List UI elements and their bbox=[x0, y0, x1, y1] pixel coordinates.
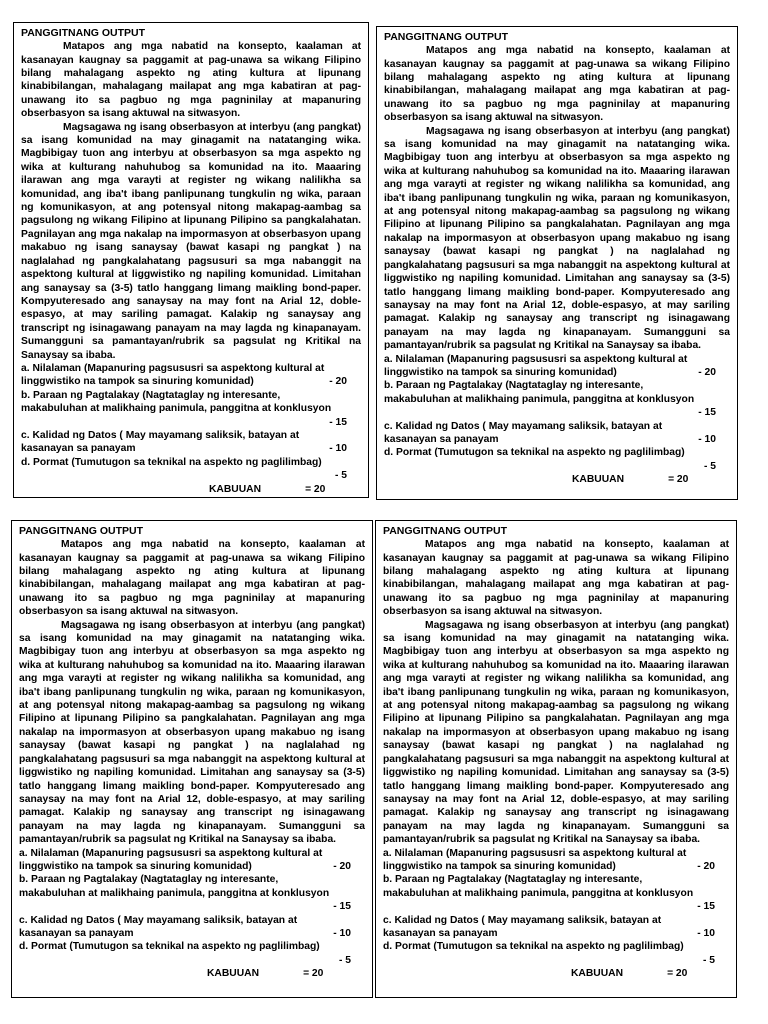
criterion-d-score: - 5 bbox=[703, 460, 716, 472]
criterion-b-line1: b. Paraan ng Pagtalakay (Nagtataglay ng interesante, bbox=[384, 380, 644, 392]
criterion-b-line1: b. Paraan ng Pagtalakay (Nagtataglay ng interesante, bbox=[21, 389, 281, 401]
rubric-criteria bbox=[19, 847, 365, 968]
output-card-top-left bbox=[13, 22, 369, 498]
criterion-b-line2: makabuluhan at malikhaing panimula, panggitna at konklusyon bbox=[19, 887, 330, 899]
total-label: KABUUAN bbox=[571, 968, 624, 980]
rubric-criteria bbox=[21, 362, 361, 483]
criterion-a-line1: a. Nilalaman (Mapanuring pagsususri sa aspektong kultural at bbox=[383, 847, 687, 859]
total-row bbox=[21, 483, 361, 496]
total-value: = 20 bbox=[668, 474, 689, 486]
criterion-d-score: - 5 bbox=[338, 954, 351, 966]
output-card-top-right bbox=[376, 26, 738, 500]
criterion-d-line1: d. Pormat (Tumutugon sa teknikal na aspekto ng paglilimbag) bbox=[384, 447, 685, 459]
criterion-b-line1: b. Paraan ng Pagtalakay (Nagtataglay ng interesante, bbox=[383, 874, 643, 886]
criterion-a-line1: a. Nilalaman (Mapanuring pagsususri sa aspektong kultural at bbox=[19, 847, 323, 859]
criterion-a-line1: a. Nilalaman (Mapanuring pagsususri sa aspektong kultural at bbox=[384, 353, 688, 365]
instructions-paragraph: Magsagawa ng isang obserbasyon at interbyu (ang pangkat) sa isang komunidad na may ginagamit na natatanging wika. Magbibigay tuon ang interbyu at obserbasyon sa mga aspekto ng wika at kulturang nahuhubog sa komunidad na ito. Maaaring ilarawan ang mga varayti at register ng wikang nalilikha sa komunidad, ang iba't ibang panlipunang tungkulin ng wika, paraan ng komunikasyon, at ang potensyal nitong makapag-aambag sa pagsulong ng wikang Filipino at lipunang Pilipino sa pangkalahatan. Pagnilayan ang mga nakalap na impormasyon at obserbasyon upang makabuo ng isang sanaysay (bawat kasapi ng pangkat ) na naglalahad ng pangkalahatang pagsusuri sa mga nabanggit na aspektong kultural at liggwistiko ng napiling komunidad. Limitahan ang sanaysay sa (3-5) tatlo hanggang limang maikling bond-paper. Kompyuteresado ang sanaysay na may font na Arial 12, doble-espasyo, at may sariling pamagat. Kalakip ng sanaysay ang transcript ng isinagawang panayam na may lagda ng kinapanayam. Sumangguni sa pamantayan/rubrik sa pagsulat ng Kritikal na Sanaysay sa ibaba. bbox=[384, 125, 730, 352]
criterion-b-score: - 15 bbox=[333, 901, 351, 913]
total-row bbox=[384, 473, 730, 486]
criterion-a-score: - 20 bbox=[697, 860, 715, 872]
criterion-c-line1: c. Kalidad ng Datos ( May mayamang saliksik, batayan at bbox=[21, 429, 300, 441]
criterion-c-line2: kasanayan sa panayam bbox=[383, 927, 498, 939]
intro-paragraph: Matapos ang mga nabatid na konsepto, kaalaman at kasanayan kaugnay sa paggamit at pag-unawa sa wikang Filipino bilang mahalagang aspekto ng ating kultura at lipunang kinabibilangan, mahalagang mailapat ang mga kabatiran at pag-unawang ito sa pagbuo ng mga pagninilay at mapanuring obserbasyon sa isang aktuwal na sitwasyon. bbox=[383, 539, 729, 618]
criterion-d-line1: d. Pormat (Tumutugon sa teknikal na aspekto ng paglilimbag) bbox=[19, 941, 320, 953]
criterion-b-line2: makabuluhan at malikhaing panimula, panggitna at konklusyon bbox=[21, 403, 332, 415]
rubric-criteria bbox=[384, 353, 730, 474]
criterion-a-line1: a. Nilalaman (Mapanuring pagsususri sa aspektong kultural at bbox=[21, 362, 325, 374]
instructions-paragraph: Magsagawa ng isang obserbasyon at interbyu (ang pangkat) sa isang komunidad na may ginagamit na natatanging wika. Magbibigay tuon ang interbyu at obserbasyon sa mga aspekto ng wika at kulturang nahuhubog sa komunidad na ito. Maaaring ilarawan ang mga varayti at register ng wikang nalilikha sa komunidad, ang iba't ibang panlipunang tungkulin ng wika, paraan ng komunikasyon, at ang potensyal nitong makapag-aambag sa pagsulong ng wikang Filipino at lipunang Pilipino sa pangkalahatan. Pagnilayan ang mga nakalap na impormasyon at obserbasyon upang makabuo ng isang sanaysay (bawat kasapi ng pangkat ) na naglalahad ng pangkalahatang pagsusuri sa mga nabanggit na aspektong kultural at liggwistiko ng napiling komunidad. Limitahan ang sanaysay sa (3-5) tatlo hanggang limang maikling bond-paper. Kompyuteresado ang sanaysay na may font na Arial 12, doble-espasyo, at may sariling pamagat. Kalakip ng sanaysay ang transcript ng isinagawang panayam na may lagda ng kinapanayam. Sumangguni sa pamantayan/rubrik sa pagsulat ng Kritikal na Sanaysay sa ibaba. bbox=[19, 619, 365, 846]
total-value: = 20 bbox=[303, 968, 324, 980]
criterion-d-line1: d. Pormat (Tumutugon sa teknikal na aspekto ng paglilimbag) bbox=[383, 941, 684, 953]
criterion-a-score: - 20 bbox=[333, 860, 351, 872]
criterion-a-line2: linggwistiko na tampok sa sinuring komunidad) bbox=[383, 860, 616, 872]
instructions-paragraph: Magsagawa ng isang obserbasyon at interbyu (ang pangkat) sa isang komunidad na may ginagamit na natatanging wika. Magbibigay tuon ang interbyu at obserbasyon sa mga aspekto ng wika at kulturang nahuhubog sa komunidad na ito. Maaaring ilarawan ang mga varayti at register ng wikang nalilikha sa komunidad, ang iba't ibang panlipunang tungkulin ng wika, paraan ng komunikasyon, at ang potensyal nitong makapag-aambag sa pagsulong ng wikang Filipino at lipunang Pilipino sa pangkalahatan. Pagnilayan ang mga nakalap na impormasyon at obserbasyon upang makabuo ng isang sanaysay (bawat kasapi ng pangkat ) na naglalahad ng pangkalahatang pagsusuri sa mga nabanggit na aspektong kultural at liggwistiko ng napiling komunidad. Limitahan ang sanaysay sa (3-5) tatlo hanggang limang maikling bond-paper. Kompyuteresado ang sanaysay na may font na Arial 12, doble-espasyo, at may sariling pamagat. Kalakip ng sanaysay ang transcript ng isinagawang panayam na may lagda ng kinapanayam. Sumangguni sa pamantayan/rubrik sa pagsulat ng Kritikal na Sanaysay sa ibaba. bbox=[383, 619, 729, 846]
criterion-c-score: - 10 bbox=[698, 433, 716, 445]
criterion-c-line2: kasanayan sa panayam bbox=[384, 433, 499, 445]
card-title: PANGGITNANG OUTPUT bbox=[384, 31, 509, 43]
total-label: KABUUAN bbox=[207, 968, 260, 980]
criterion-b-score: - 15 bbox=[698, 407, 716, 419]
total-value: = 20 bbox=[667, 968, 688, 980]
criterion-a-line2: linggwistiko na tampok sa sinuring komunidad) bbox=[21, 376, 254, 388]
intro-paragraph: Matapos ang mga nabatid na konsepto, kaalaman at kasanayan kaugnay sa paggamit at pag-unawa sa wikang Filipino bilang mahalagang aspekto ng ating kultura at lipunang kinabibilangan, mahalagang mailapat ang mga kabatiran at pag-unawang ito sa pagbuo ng mga pagninilay at mapanuring obserbasyon sa isang aktuwal na sitwasyon. bbox=[19, 539, 365, 618]
criterion-d-line1: d. Pormat (Tumutugon sa teknikal na aspekto ng paglilimbag) bbox=[21, 456, 322, 468]
criterion-c-score: - 10 bbox=[697, 927, 715, 939]
card-title: PANGGITNANG OUTPUT bbox=[383, 525, 508, 537]
total-label: KABUUAN bbox=[572, 474, 625, 486]
criterion-b-line1: b. Paraan ng Pagtalakay (Nagtataglay ng interesante, bbox=[19, 874, 279, 886]
total-row bbox=[383, 967, 729, 980]
criterion-a-score: - 20 bbox=[698, 366, 716, 378]
criterion-c-line2: kasanayan sa panayam bbox=[21, 443, 136, 455]
criterion-c-score: - 10 bbox=[329, 443, 347, 455]
criterion-c-line1: c. Kalidad ng Datos ( May mayamang saliksik, batayan at bbox=[19, 914, 298, 926]
rubric-criteria bbox=[383, 847, 729, 968]
criterion-d-score: - 5 bbox=[702, 954, 715, 966]
output-card-bottom-right bbox=[375, 520, 737, 998]
card-title: PANGGITNANG OUTPUT bbox=[21, 27, 146, 39]
criterion-b-score: - 15 bbox=[697, 901, 715, 913]
instructions-paragraph: Magsagawa ng isang obserbasyon at interbyu (ang pangkat) sa isang komunidad na may ginagamit na natatanging wika. Magbibigay tuon ang interbyu at obserbasyon sa mga aspekto ng wika at kulturang nahuhubog sa komunidad na ito. Maaaring ilarawan ang mga varayti at register ng wikang nalilikha sa komunidad, ang iba't ibang panlipunang tungkulin ng wika, paraan ng komunikasyon, at ang potensyal nitong makapag-aambag sa pagsulong ng wikang Filipino at lipunang Pilipino sa pangkalahatan. Pagnilayan ang mga nakalap na impormasyon at obserbasyon upang makabuo ng isang sanaysay (bawat kasapi ng pangkat ) na naglalahad ng pangkalahatang pagsusuri sa mga nabanggit na aspektong kultural at liggwistiko ng napiling komunidad. Limitahan ang sanaysay sa (3-5) tatlo hanggang limang maikling bond-paper. Kompyuteresado ang sanaysay na may font na Arial 12, doble-espasyo, at may sariling pamagat. Kalakip ng sanaysay ang transcript ng isinagawang panayam na may lagda ng kinapanayam. Sumangguni sa pamantayan/rubrik sa pagsulat ng Kritikal na Sanaysay sa ibaba. bbox=[21, 121, 361, 361]
criterion-b-line2: makabuluhan at malikhaing panimula, panggitna at konklusyon bbox=[384, 393, 695, 405]
criterion-a-score: - 20 bbox=[329, 376, 347, 388]
card-title: PANGGITNANG OUTPUT bbox=[19, 525, 144, 537]
criterion-b-line2: makabuluhan at malikhaing panimula, panggitna at konklusyon bbox=[383, 887, 694, 899]
criterion-b-score: - 15 bbox=[329, 416, 347, 428]
criterion-a-line2: linggwistiko na tampok sa sinuring komunidad) bbox=[19, 860, 252, 872]
criterion-c-line1: c. Kalidad ng Datos ( May mayamang saliksik, batayan at bbox=[383, 914, 662, 926]
total-row bbox=[19, 967, 365, 980]
criterion-c-line2: kasanayan sa panayam bbox=[19, 927, 134, 939]
total-value: = 20 bbox=[305, 483, 326, 495]
intro-paragraph: Matapos ang mga nabatid na konsepto, kaalaman at kasanayan kaugnay sa paggamit at pag-unawa sa wikang Filipino bilang mahalagang aspekto ng ating kultura at lipunang kinabibilangan, mahalagang mailapat ang mga kabatiran at pag-unawang ito sa pagbuo ng mga pagninilay at mapanuring obserbasyon sa isang aktuwal na sitwasyon. bbox=[384, 45, 730, 124]
criterion-c-score: - 10 bbox=[333, 927, 351, 939]
criterion-a-line2: linggwistiko na tampok sa sinuring komunidad) bbox=[384, 366, 617, 378]
total-label: KABUUAN bbox=[209, 483, 262, 495]
intro-paragraph: Matapos ang mga nabatid na konsepto, kaalaman at kasanayan kaugnay sa paggamit at pag-unawa sa wikang Filipino bilang mahalagang aspekto ng ating kultura at lipunang kinabibilangan, mahalagang mailapat ang mga kabatiran at pag-unawang ito sa pagbuo ng mga pagninilay at mapanuring obserbasyon sa isang aktuwal na sitwasyon. bbox=[21, 41, 361, 120]
criterion-c-line1: c. Kalidad ng Datos ( May mayamang saliksik, batayan at bbox=[384, 420, 663, 432]
output-card-bottom-left bbox=[11, 520, 373, 998]
criterion-d-score: - 5 bbox=[334, 470, 347, 482]
